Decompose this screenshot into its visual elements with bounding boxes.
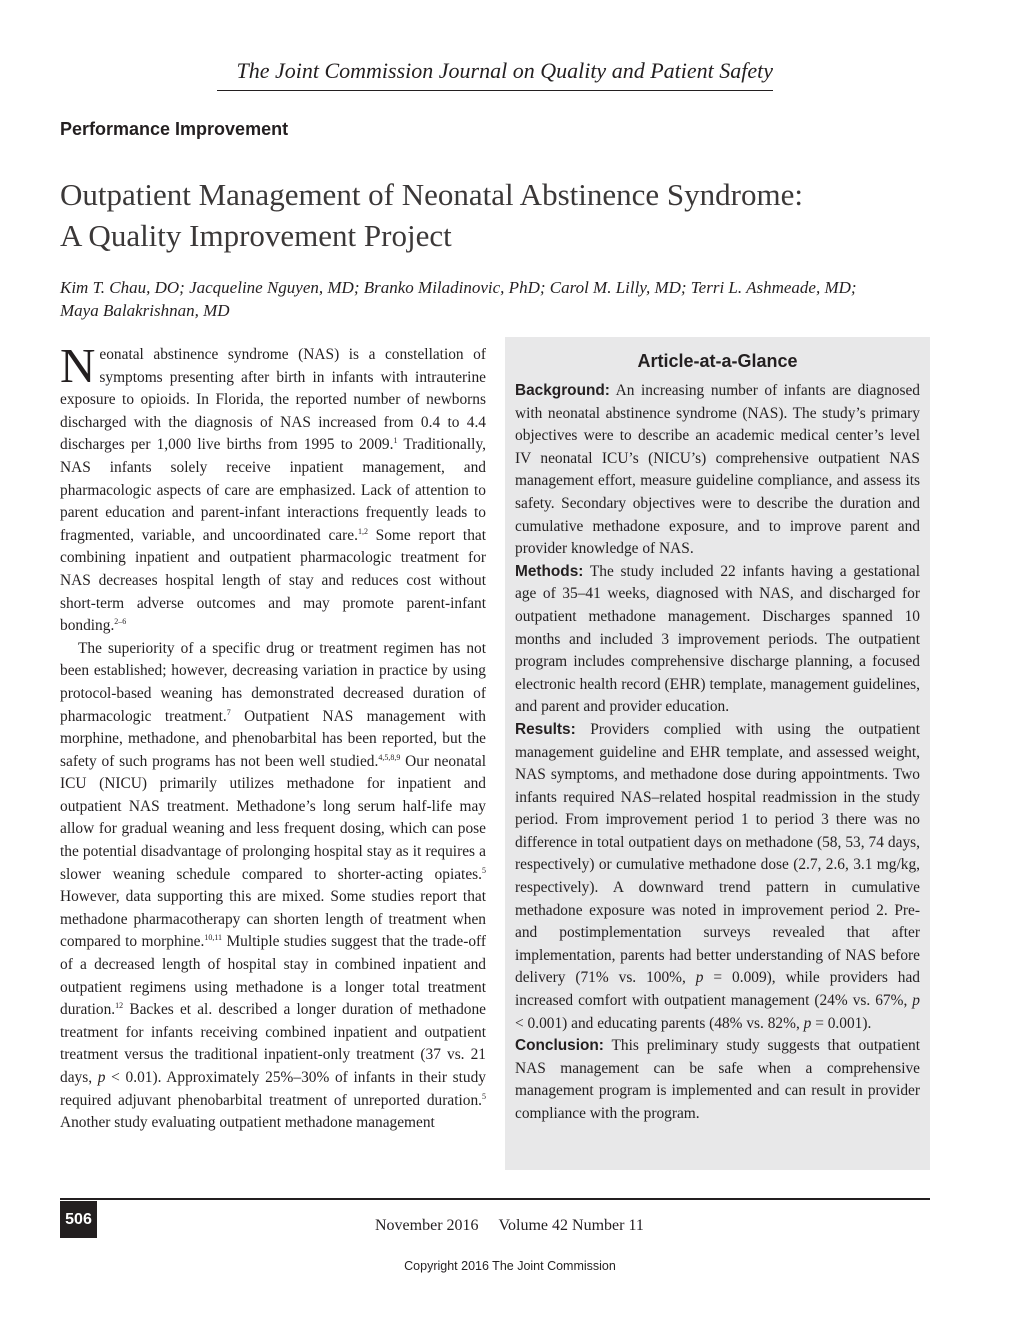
footer-divider (60, 1198, 930, 1200)
results-label: Results: (515, 720, 576, 738)
reference-marker: 5 (482, 865, 486, 875)
issue-volume: Volume 42 Number 11 (498, 1217, 644, 1234)
methods-label: Methods: (515, 562, 584, 580)
issue-date: November 2016 (375, 1217, 479, 1234)
reference-marker: 12 (115, 1001, 124, 1011)
article-title-line-1: Outpatient Management of Neonatal Abstinence Syndrome: (60, 177, 803, 212)
page-number: 506 (60, 1201, 97, 1238)
reference-marker: 7 (226, 707, 231, 717)
journal-header (217, 56, 773, 91)
glance-heading: Article-at-a-Glance (637, 351, 798, 371)
reference-marker: 2–6 (114, 617, 127, 626)
body-paragraph-1: Neonatal abstinence syndrome (NAS) is a constellation of symptoms presenting after birth in infants with intrauterine exposure to opioids. In Florida, the reported number of newborns discharged with the diagnosis of NAS increased from 0.4 to 4.4 discharges per 1,000 live births from 1995 to 2009.$^1$ Traditionally, NAS infants solely receive inpatient management, and pharmacologic aspects of care are emphasized. Lack of attention to parent education and parent-infant interactions frequently leads to fragmented, variable, and uncoordinated care.$^{1,2}$ Some report that combining inpatient and outpatient pharmacologic treatment for NAS decreases hospital length of stay and reduces cost without short-term adverse outcomes and may promote parent-infant bonding.$^{2-6}$ (60, 338, 486, 635)
glance-results: Results: Providers complied with using the outpatient management guideline and EHR template, and assessed weight, NAS symptoms, and methadone dose during appointments. Two infants required NAS–related hospital readmission in the study period. From improvement period 1 to period 3 there was no difference in total outpatient days on methadone (58, 53, 74 days, respectively) or cumulative methadone dose (2.7, 2.6, 3.1 mg/kg, respectively). A downward trend pattern in cumulative methadone exposure was noted in improvement period 2. Pre- and postimplementation surveys revealed that after implementation, parents had better understanding of NAS before delivery (71% vs. 100%, p = 0.009), while providers had increased comfort with outpatient management (24% vs. 67%, p < 0.001) and educating parents (48% vs. 82%, p = 0.001). (515, 720, 920, 1032)
body-text-column (60, 338, 487, 1135)
body-paragraph-2: The superiority of a specific drug or treatment regimen has not been established; however, decreasing variation in practice by using protocol-based weaning has demonstrated decreased duration of pharmacologic treatment.$^7$ Outpatient NAS management with morphine, methadone, and phenobarbital has been reported, but the safety of such programs has not been well studied.$^{4,5,8,9}$ Our neonatal ICU (NICU) primarily utilizes methadone for inpatient and outpatient NAS treatment. Methadone’s long serum half-life may allow for gradual weaning and less frequent dosing, which can pose the potential disadvantage of prolonging hospital stay as it requires a slower weaning schedule compared to shorter-acting opiates.$^5$ However, data supporting this are mixed. Some studies report that methadone pharmacotherapy can shorten length of treatment when compared to morphine.$^{10,11}$ Multiple studies suggest that the trade-off of a decreased length of hospital stay in combined inpatient and outpatient regimens using methadone is a longer total treatment duration.$^{12}$ Backes et al. described a longer duration of methadone treatment for infants receiving combined inpatient and outpatient treatment versus the traditional inpatient-only treatment (37 vs. 21 days, p < 0.01). Approximately 25%–30% of infants in their study required adjuvant phenobarbital treatment of unreported duration.$^5$ Another study evaluating outpatient methadone management (60, 639, 487, 1132)
glance-background: Background: An increasing number of infants are diagnosed with neonatal abstinence syndrome (NAS). The study’s primary objectives were to describe an academic medical center’s level IV neonatal ICU’s (NICU’s) comprehensive outpatient NAS management effort, measure guideline compliance, and assess its safety. Secondary objectives were to describe the duration and cumulative methadone exposure, and to improve parent and provider knowledge of NAS. (515, 382, 920, 558)
conclusion-label: Conclusion: (515, 1037, 604, 1055)
background-label: Background: (515, 382, 610, 399)
glance-methods: Methods: The study included 22 infants having a gestational age of 35–41 weeks, diagnosed with NAS, and discharged for outpatient methadone management. Discharges spanned 10 months and included 3 improvement periods. The outpatient program includes comprehensive discharge planning, a focused electronic health record (EHR) template, management guidelines, and parent and provider education. (515, 562, 920, 716)
article-title-line-2: A Quality Improvement Project (60, 218, 452, 253)
copyright-notice: Copyright 2016 The Joint Commission (404, 1259, 616, 1273)
authors-line-1: Kim T. Chau, DO; Jacqueline Nguyen, MD; Branko Miladinovic, PhD; Carol M. Lilly, MD; Terri L. Ashmeade, MD; (60, 278, 857, 297)
reference-marker: 5 (482, 1091, 486, 1101)
reference-marker: 1 (393, 436, 398, 446)
reference-marker: 10,11 (204, 933, 223, 943)
reference-marker: 4,5,8,9 (378, 752, 401, 762)
drop-cap: N (60, 338, 96, 393)
reference-marker: 1,2 (357, 526, 368, 536)
section-label: Performance Improvement (60, 119, 289, 139)
author-list (60, 276, 960, 322)
issue-info (375, 1217, 644, 1235)
glance-conclusion: Conclusion: This preliminary study suggests that outpatient NAS management can be safe when a comprehensive management program is implemented and can result in provider compliance with the program. (515, 1037, 920, 1122)
article-title (60, 174, 960, 256)
authors-line-2: Maya Balakrishnan, MD (60, 301, 230, 320)
journal-title: The Joint Commission Journal on Quality and Patient Safety (236, 58, 773, 83)
article-at-a-glance-box (505, 337, 930, 1170)
